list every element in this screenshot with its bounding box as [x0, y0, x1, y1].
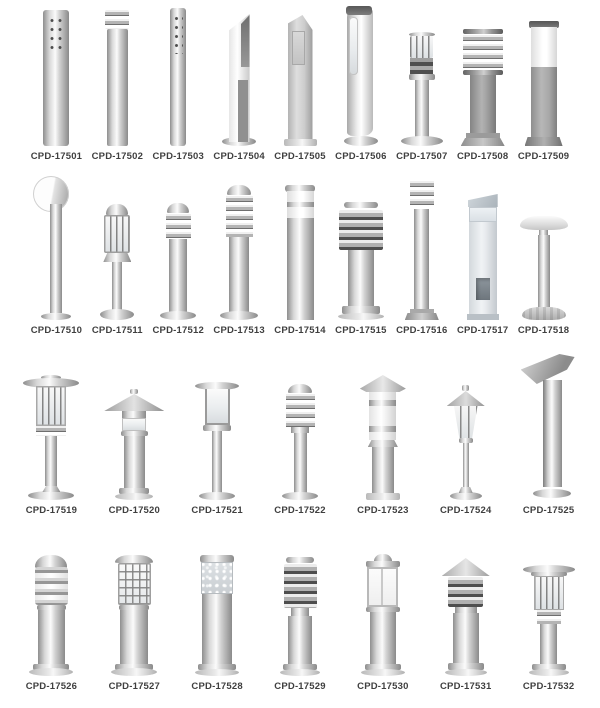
- body: [202, 594, 232, 664]
- lamp-figure: [523, 565, 575, 676]
- product-cell: [341, 354, 424, 516]
- lantern: [36, 386, 66, 426]
- product-label: CPD-17509: [517, 151, 570, 162]
- catalog-row-3: [0, 354, 600, 516]
- product-label: CPD-17527: [108, 681, 161, 692]
- lamp-cpd-17506: [344, 4, 378, 146]
- base-step: [466, 133, 500, 138]
- product-cell: [93, 530, 176, 692]
- product-label: CPD-17518: [517, 325, 570, 336]
- lamp-cpd-17525: [521, 354, 577, 500]
- base: [525, 137, 563, 146]
- product-cell: [176, 354, 259, 516]
- louvers: [286, 394, 315, 427]
- product-label: CPD-17528: [191, 681, 243, 692]
- lamp-cpd-17511: [100, 174, 134, 320]
- lamp-figure: [222, 14, 256, 146]
- lamp-figure: [280, 557, 320, 676]
- lamp-cpd-17521: [195, 354, 239, 500]
- glass-band: [122, 418, 146, 431]
- product-cell: [87, 174, 148, 336]
- cage-lantern: [118, 563, 151, 605]
- product-cell: [507, 530, 590, 692]
- window-band: [287, 191, 314, 202]
- lamp-cpd-17517: [467, 174, 499, 320]
- dome-cap: [227, 185, 251, 195]
- floating-rings: [410, 181, 434, 207]
- lantern-body: [369, 392, 396, 440]
- lamp-cpd-17502: [105, 4, 129, 146]
- slant-tip: [241, 15, 250, 67]
- cap: [344, 202, 378, 208]
- base-flare: [459, 487, 473, 493]
- base: [199, 492, 235, 500]
- product-cell: [10, 530, 93, 692]
- lit-panel: [531, 27, 557, 67]
- louver-lantern: [35, 567, 68, 605]
- lamp-figure: [525, 21, 563, 146]
- product-label: CPD-17526: [25, 681, 78, 692]
- base: [41, 313, 71, 320]
- base: [282, 492, 318, 500]
- product-cell: [513, 4, 574, 162]
- perforations: [173, 14, 183, 54]
- product-label: CPD-17529: [274, 681, 326, 692]
- body: [107, 29, 128, 146]
- body: [288, 616, 312, 664]
- product-label: CPD-17506: [335, 151, 387, 162]
- lantern: [410, 36, 433, 58]
- body: [531, 67, 557, 137]
- product-cell: [93, 354, 176, 516]
- product-label: CPD-17522: [274, 505, 326, 516]
- lamp-cpd-17505: [284, 4, 317, 146]
- base-flare: [42, 486, 60, 492]
- product-cell: [424, 530, 507, 692]
- product-label: CPD-17521: [191, 505, 243, 516]
- pedestal: [124, 436, 145, 488]
- ring-stack: [537, 610, 561, 624]
- base: [160, 311, 196, 320]
- base: [195, 669, 239, 676]
- base: [533, 489, 571, 498]
- product-cell: [148, 174, 209, 336]
- product-label: CPD-17523: [357, 505, 409, 516]
- base: [467, 314, 499, 320]
- product-label: CPD-17531: [440, 681, 492, 692]
- product-cell: [26, 174, 87, 336]
- hex-lantern: [367, 567, 398, 607]
- lamp-cpd-17529: [280, 530, 320, 676]
- collar: [103, 253, 131, 262]
- cap-rings: [105, 10, 129, 29]
- product-cell: [330, 174, 391, 336]
- base: [220, 311, 258, 320]
- finial: [462, 385, 469, 391]
- base: [338, 313, 384, 320]
- base: [115, 493, 153, 500]
- band: [369, 426, 396, 432]
- slotted-band: [410, 58, 433, 74]
- product-cell: [209, 4, 270, 162]
- lamp-cpd-17526: [29, 530, 73, 676]
- base: [401, 136, 443, 146]
- pole: [112, 262, 122, 312]
- lamp-figure: [23, 375, 79, 500]
- dome-cap: [106, 204, 128, 215]
- body: [470, 75, 496, 133]
- pole: [212, 431, 222, 493]
- lamp-figure: [344, 6, 378, 146]
- stem: [538, 235, 550, 307]
- lamp-cpd-17528: [195, 530, 239, 676]
- slant-cap: [468, 194, 498, 207]
- tapered-glass: [452, 406, 480, 438]
- pole: [415, 80, 429, 138]
- caged-lantern: [104, 215, 130, 253]
- base: [450, 492, 482, 500]
- body: [370, 612, 396, 664]
- catalog-row-4: [0, 530, 600, 692]
- lamp-figure: [447, 385, 485, 500]
- pedestal: [372, 447, 394, 493]
- louvers: [166, 214, 191, 239]
- lamp-figure: [100, 204, 134, 320]
- product-cell: [259, 530, 342, 692]
- product-label: CPD-17524: [440, 505, 492, 516]
- product-label: CPD-17511: [91, 325, 143, 336]
- lamp-figure: [461, 29, 505, 146]
- window-band: [287, 207, 314, 218]
- lamp-figure: [111, 555, 157, 676]
- lamp-figure: [282, 384, 318, 500]
- product-label: CPD-17510: [30, 325, 83, 336]
- lamp-cpd-17518: [520, 174, 568, 320]
- lamp-figure: [442, 558, 490, 676]
- base: [405, 313, 439, 320]
- base: [522, 307, 566, 320]
- lamp-cpd-17522: [282, 354, 318, 500]
- dark-stripe: [238, 80, 248, 142]
- base: [29, 668, 73, 676]
- glass-band: [469, 207, 497, 222]
- product-cell: [391, 174, 452, 336]
- product-cell: [87, 4, 148, 162]
- product-label: CPD-17507: [396, 151, 448, 162]
- lamp-cpd-17527: [111, 530, 157, 676]
- cap: [286, 557, 314, 563]
- waist: [291, 608, 309, 616]
- product-label: CPD-17504: [213, 151, 265, 162]
- product-cell: [452, 174, 513, 336]
- product-cell: [507, 354, 590, 516]
- body: [38, 610, 65, 664]
- pole: [229, 237, 249, 313]
- lamp-figure: [195, 555, 239, 676]
- pole: [169, 239, 187, 313]
- lamp-figure: [43, 10, 69, 146]
- body: [170, 8, 186, 146]
- lamp-cpd-17531: [442, 530, 490, 676]
- lamp-cpd-17524: [447, 354, 485, 500]
- base: [529, 669, 569, 676]
- louver-band: [36, 426, 66, 436]
- lamp-cpd-17501: [43, 4, 69, 146]
- glass-strip: [349, 17, 358, 75]
- product-cell: [391, 4, 452, 162]
- pole: [463, 443, 469, 487]
- lamp-figure: [33, 174, 79, 320]
- lamp-cpd-17504: [222, 4, 256, 146]
- product-cell: [341, 530, 424, 692]
- lamp-cpd-17509: [525, 4, 563, 146]
- body: [469, 222, 497, 314]
- louvers: [284, 564, 317, 608]
- base: [280, 669, 320, 676]
- perforations: [48, 16, 64, 52]
- product-label: CPD-17519: [25, 505, 78, 516]
- body: [287, 218, 314, 320]
- body: [229, 14, 250, 142]
- lamp-figure: [338, 202, 384, 320]
- base: [361, 669, 405, 676]
- base: [28, 491, 74, 500]
- lamp-cpd-17514: [285, 174, 315, 320]
- lamp-cpd-17520: [104, 354, 164, 500]
- product-label: CPD-17513: [213, 325, 265, 336]
- opening: [476, 278, 490, 300]
- pole: [540, 624, 557, 664]
- lamp-figure: [220, 185, 258, 320]
- lamp-cpd-17508: [461, 4, 505, 146]
- body: [348, 250, 374, 306]
- product-cell: [148, 4, 209, 162]
- lamp-cpd-17515: [338, 174, 384, 320]
- catalog-row-1: [0, 0, 600, 162]
- finial: [130, 389, 138, 394]
- hat: [104, 394, 164, 411]
- lamp-cpd-17516: [405, 174, 439, 320]
- base: [111, 668, 157, 676]
- product-cell: [424, 354, 507, 516]
- lamp-cpd-17530: [361, 530, 405, 676]
- lamp-figure: [104, 389, 164, 500]
- lamp-figure: [405, 181, 439, 320]
- base: [445, 669, 487, 676]
- product-label: CPD-17502: [91, 151, 144, 162]
- product-label: CPD-17515: [335, 325, 387, 336]
- base: [100, 309, 134, 320]
- body: [120, 610, 148, 664]
- lamp-figure: [521, 354, 577, 500]
- base: [344, 136, 378, 146]
- louvers: [448, 577, 483, 607]
- base: [461, 138, 505, 146]
- dome-cap: [288, 384, 312, 393]
- lamp-cpd-17503: [170, 4, 186, 146]
- product-label: CPD-17505: [274, 151, 326, 162]
- band: [369, 400, 396, 406]
- lamp-figure: [360, 375, 406, 500]
- product-label: CPD-17508: [456, 151, 509, 162]
- neck: [122, 411, 146, 418]
- product-label: CPD-17501: [30, 151, 83, 162]
- lamp-figure: [105, 10, 129, 146]
- lamp-figure: [195, 382, 239, 500]
- product-label: CPD-17517: [456, 325, 509, 336]
- column: [414, 209, 429, 309]
- pagoda-hat: [360, 375, 406, 392]
- product-label: CPD-17532: [522, 681, 575, 692]
- lamp-figure: [467, 194, 499, 320]
- mushroom-cap: [520, 216, 568, 230]
- catalog-row-2: [0, 174, 600, 336]
- lamp-figure: [520, 216, 568, 320]
- product-cell: [452, 4, 513, 162]
- cap: [115, 555, 153, 563]
- lamp-figure: [29, 555, 73, 676]
- product-cell: [270, 4, 331, 162]
- cap: [463, 29, 503, 34]
- product-cell: [26, 4, 87, 162]
- dome-cap: [167, 203, 189, 213]
- base: [284, 139, 317, 146]
- product-cell: [10, 354, 93, 516]
- cap: [346, 6, 372, 15]
- product-label: CPD-17512: [152, 325, 204, 336]
- pole: [294, 433, 307, 493]
- lamp-figure: [285, 185, 315, 320]
- louvers: [463, 35, 503, 69]
- lamp-figure: [160, 203, 196, 320]
- lamp-cpd-17510: [33, 174, 79, 320]
- base: [366, 493, 400, 500]
- pole: [50, 204, 62, 313]
- louvers: [226, 196, 253, 237]
- mesh-lantern: [534, 576, 564, 610]
- body-shade: [543, 380, 562, 487]
- lamp-figure: [401, 32, 443, 146]
- lamp-cpd-17532: [523, 530, 575, 676]
- product-cell: [209, 174, 270, 336]
- product-cell: [176, 530, 259, 692]
- base-step: [410, 309, 434, 313]
- lamp-cpd-17512: [160, 174, 196, 320]
- louvers: [339, 210, 383, 250]
- product-cell: [259, 354, 342, 516]
- product-label: CPD-17525: [522, 505, 575, 516]
- body: [288, 15, 313, 139]
- lamp-figure: [361, 554, 405, 676]
- lamp-cpd-17519: [23, 354, 79, 500]
- product-label: CPD-17520: [108, 505, 161, 516]
- product-label: CPD-17516: [396, 325, 448, 336]
- lamp-cpd-17523: [360, 354, 406, 500]
- pyramid-hat: [442, 558, 490, 576]
- product-cell: [513, 174, 574, 336]
- collar: [368, 440, 398, 447]
- product-cell: [270, 174, 331, 336]
- body: [43, 10, 69, 146]
- product-label: CPD-17530: [357, 681, 409, 692]
- product-label: CPD-17503: [152, 151, 204, 162]
- clear-lantern: [205, 389, 230, 425]
- lamp-figure: [284, 15, 317, 146]
- lamp-cpd-17507: [401, 4, 443, 146]
- product-label: CPD-17514: [274, 325, 326, 336]
- body: [453, 613, 479, 663]
- crackle-glass: [201, 562, 233, 594]
- product-cell: [330, 4, 391, 162]
- recessed-panel: [292, 31, 305, 65]
- hat: [447, 391, 485, 406]
- pole: [45, 436, 57, 486]
- lamp-cpd-17513: [220, 174, 258, 320]
